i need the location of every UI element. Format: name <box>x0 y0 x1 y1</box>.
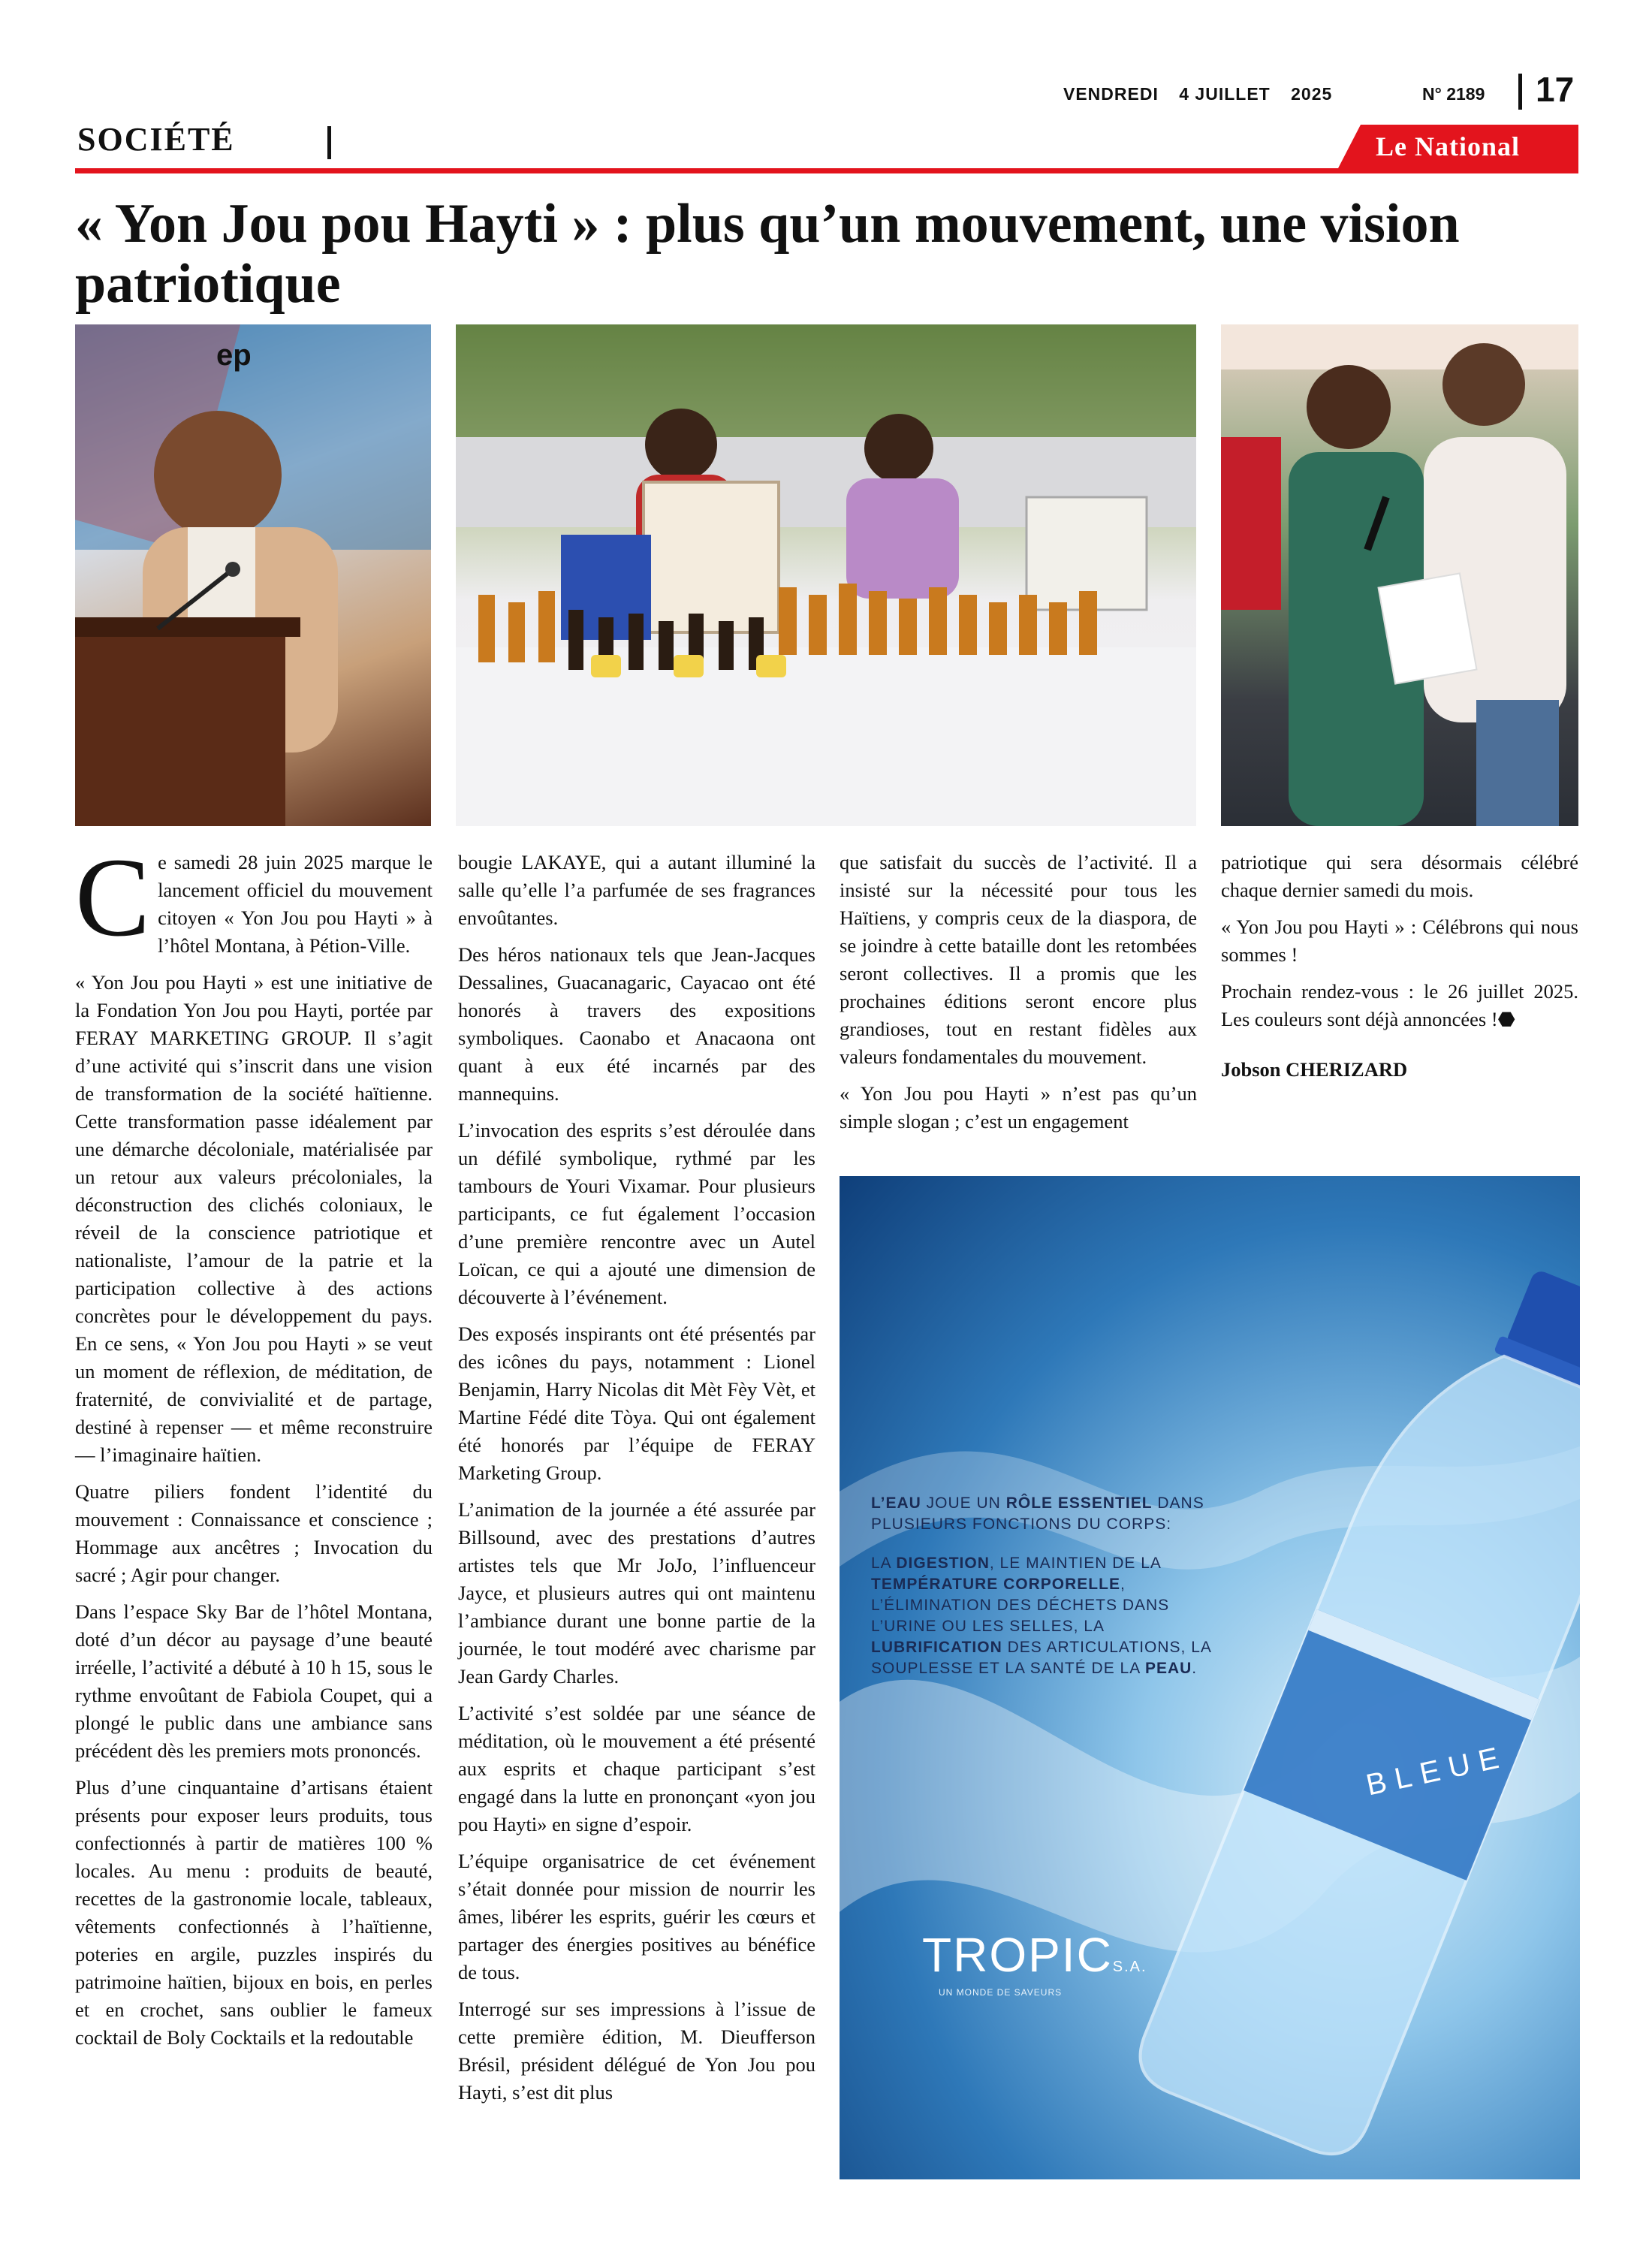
bottle-label: BLEUE <box>1363 1739 1511 1802</box>
paragraph: Prochain rendez-vous : le 26 juillet 2025. Les couleurs sont déjà annoncées !⬣ <box>1221 980 1578 1030</box>
paragraph: Des héros nationaux tels que Jean-Jacques Dessalines, Guacanagaric, Cayacao ont été honorés à travers des expositions symboliques. Caonabo et Anacaona ont quant à eux été incarnés par des mannequins. <box>458 943 815 1105</box>
photo-interview <box>1221 324 1578 826</box>
paragraph: Interrogé sur ses impressions à l’issue de cette première édition, M. Dieufferson Brésil, président délégué de Yon Jou pou Hayti, s’est dit plus <box>458 1998 815 2104</box>
interview-illustration <box>1221 324 1578 826</box>
issue-year: 2025 <box>1291 84 1333 104</box>
photo-speaker <box>75 324 431 826</box>
paragraph: Des exposés inspirants ont été présentés par des icônes du pays, notamment : Lionel Benjamin, Harry Nicolas dit Mèt Fèy Vèt, et Martine Fédé dite Tòya. Qui ont également été honorés par l’équipe de FERAY Marketing Group. <box>458 1323 815 1484</box>
issue-day-month: 4 JUILLET <box>1179 84 1271 104</box>
ad-line: PLUSIEURS FONCTIONS DU CORPS: <box>871 1516 1172 1533</box>
ad-line: L’EAU JOUE UN RÔLE ESSENTIEL DANS <box>871 1494 1204 1512</box>
paragraph: L’activité s’est soldée par une séance de méditation, où le mouvement a été présenté aux esprits et chaque participant s’est engagé dans la lutte en prononçant «yon jou pou Hayti» en signe d’espoir. <box>458 1702 815 1835</box>
ad-line: L’URINE OU LES SELLES, LA <box>871 1618 1105 1635</box>
paragraph: que satisfait du succès de l’activité. Il a insisté sur la nécessité pour tous les Haïtiens, y compris ceux de la diaspora, de se joindre à cette bataille dont les retombées seront collectives. Il a promis que les prochaines éditions seront encore plus grandioses, tout en restant fidèles aux valeurs fondamentales du mouvement. <box>840 851 1197 1068</box>
paragraph: L’équipe organisatrice de cet événement s’était donnée pour mission de nourrir les âmes, libérer les esprits, guérir les cœurs et partager des énergies positives au bénéfice de tous. <box>458 1850 815 1983</box>
section-label: SOCIÉTÉ <box>77 121 235 158</box>
header-divider <box>1518 74 1522 110</box>
paragraph: Dans l’espace Sky Bar de l’hôtel Montana, doté d’un décor au paysage d’une beauté irréelle, l’activité a débuté à 10 h 15, sous le rythme envoûtant de Fabiola Coupet, qui a plongé le public dans une ambiance sans précédent dès les premiers mots prononcés. <box>75 1600 433 1762</box>
paragraph: patriotique qui sera désormais célébré chaque dernier samedi du mois. <box>1221 851 1578 901</box>
article-column-3 <box>840 849 1197 1145</box>
ad-line: LA DIGESTION, LE MAINTIEN DE LA <box>871 1555 1162 1572</box>
paragraph <box>75 835 433 960</box>
water-advertisement <box>840 1176 1580 2179</box>
paragraph: bougie LAKAYE, qui a autant illuminé la salle qu’elle l’a parfumée de ses fragrances envoûtantes. <box>458 851 815 929</box>
header-rule <box>75 168 1578 173</box>
page-number: 17 <box>1536 70 1575 109</box>
article-column-1 <box>75 835 433 2061</box>
section-divider <box>327 126 331 159</box>
ad-copy <box>871 1493 1292 1679</box>
article-column-2 <box>458 849 815 2116</box>
photo-artisan-stand <box>456 324 1196 826</box>
speaker-illustration <box>75 324 431 826</box>
drop-cap: C <box>75 835 151 960</box>
svg-text:ep: ep <box>216 339 252 372</box>
paragraph: « Yon Jou pou Hayti » n’est pas qu’un simple slogan ; c’est un engagement <box>840 1082 1197 1133</box>
paragraph: Plus d’une cinquantaine d’artisans étaient présents pour exposer leurs produits, tous confectionnés à partir de matières 100 % locales. Au menu : produits de beauté, recettes de la gastronomie locale, tableaux, vêtements confectionnés à l’haïtienne, poteries en argile, puzzles inspirés du patrimoine haïtien, bijoux en bois, en perles et en crochet, sans oublier le fameux cocktail de Boly Cocktails et la redoutable <box>75 1776 433 2049</box>
ad-line: L’ÉLIMINATION DES DÉCHETS DANS <box>871 1597 1170 1614</box>
paragraph: « Yon Jou pou Hayti » est une initiative de la Fondation Yon Jou pou Hayti, portée par FERAY MARKETING GROUP. Il s’agit d’une activité qui s’inscrit dans une vision de transformation de la société haïtienne. Cette transformation passe idéalement par une démarche décoloniale, matérialisée par un retour aux valeurs précoloniales, la déconstruction des clichés coloniaux, le réveil de la conscience patriotique et nationaliste, l’amour de la patrie et la participation collective à des actions concrètes pour le développement du pays. En ce sens, « Yon Jou pou Hayti » se veut un moment de réflexion, de méditation, de fraternité, de convivialité et de partage, destiné à repenser — et même reconstruire — l’imaginaire haïtien. <box>75 971 433 1466</box>
ad-line: LUBRIFICATION DES ARTICULATIONS, LA <box>871 1639 1212 1656</box>
tropic-tagline: UN MONDE DE SAVEURS <box>939 1987 1063 1998</box>
paragraph: Quatre piliers fondent l’identité du mouvement : Connaissance et conscience ; Hommage aux ancêtres ; Invocation du sacré ; Agir pour changer. <box>75 1480 433 1586</box>
brand-name: Le National <box>1376 131 1521 161</box>
issue-number: N° 2189 <box>1422 84 1485 104</box>
issue-date <box>1063 84 1347 104</box>
issue-day: VENDREDI <box>1063 84 1159 104</box>
paragraph: L’animation de la journée a été assurée par Billsound, avec des prestations d’autres artistes tels que Mr JoJo, l’influenceur Jayce, et plusieurs autres qui ont maintenu l’ambiance durant une bonne partie de la journée, le tout modéré avec charisme par Jean Gardy Charles. <box>458 1498 815 1687</box>
article-author: Jobson CHERIZARD <box>1221 1058 1408 1081</box>
ad-line: TEMPÉRATURE CORPORELLE, <box>871 1576 1126 1593</box>
ad-line: SOUPLESSE ET LA SANTÉ DE LA PEAU. <box>871 1660 1198 1677</box>
paragraph: « Yon Jou pou Hayti » : Célébrons qui nous sommes ! <box>1221 915 1578 966</box>
paragraph: L’invocation des esprits s’est déroulée dans un défilé symbolique, rythmé par les tambours de Youri Vixamar. Pour plusieurs participants, ce fut également l’occasion d’une première rencontre avec un Autel Loïcan, ce qui a ajouté une dimension de découverte à l’événement. <box>458 1119 815 1308</box>
paragraph-text: e samedi 28 juin 2025 marque le lancement officiel du mouvement citoyen « Yon Jou pou Hayti » à l’hôtel Montana, à Pétion-Ville. <box>158 851 433 957</box>
article-title: « Yon Jou pou Hayti » : plus qu’un mouvement, une vision patriotique <box>75 193 1460 315</box>
article-column-4 <box>1221 849 1578 1093</box>
artisan-stand-illustration <box>456 324 1196 826</box>
tropic-logo: TROPICS.A. <box>922 1928 1147 1982</box>
